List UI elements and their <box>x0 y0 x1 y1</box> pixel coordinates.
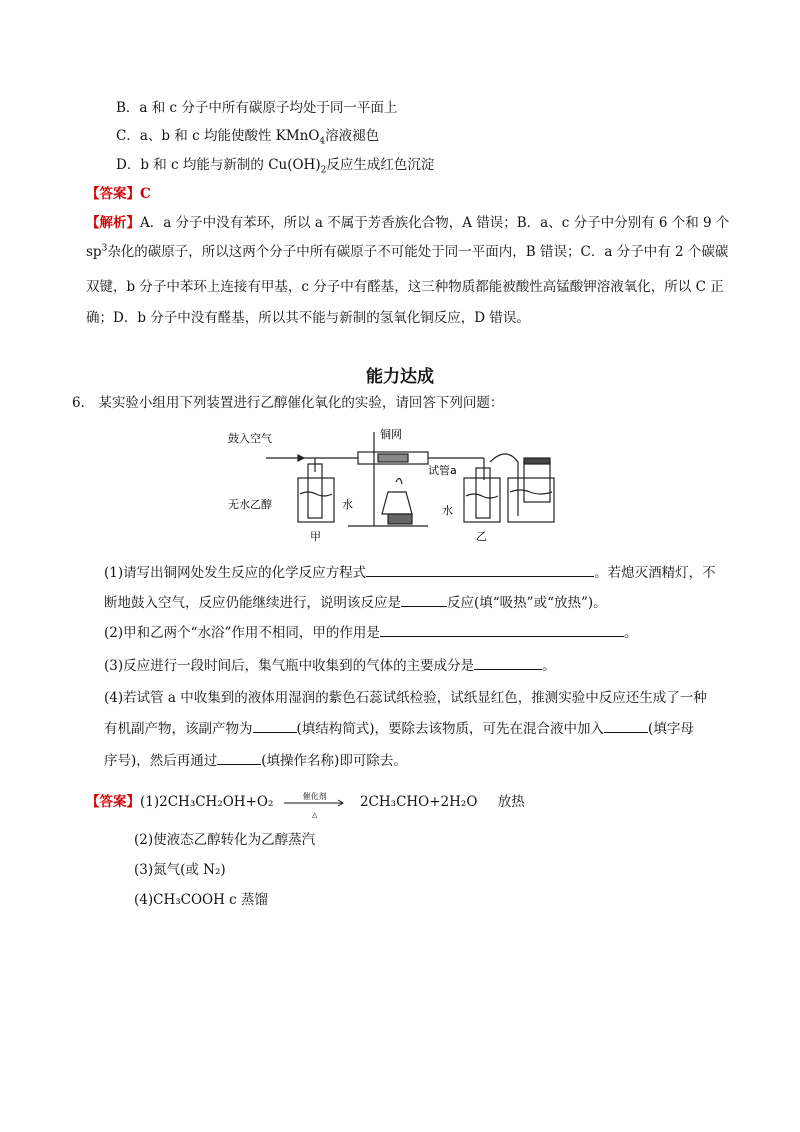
option-c: C．a、b 和 c 均能使酸性 KMnO$_4$溶液褪色 <box>116 128 380 147</box>
question-part-3: (3)反应进行一段时间后，集气瓶中收集到的气体的主要成分是 。 <box>104 655 556 676</box>
question-part-4c: 序号)，然后再通过 (填操作名称)即可除去。 <box>104 750 407 771</box>
analysis-line-1: 【解析】A．a 分子中没有苯环，所以 a 不属于芳香族化合物，A 错误；B．a、c 分子中分别有 6 个和 9 个 <box>86 215 730 231</box>
question-stem: 6． 某实验小组用下列装置进行乙醇催化氧化的实验，请回答下列问题： <box>72 395 504 411</box>
answer-2-equation: 【答案】(1)2CH₃CH₂OH+O₂ 催化剂 △ 2CH₃CHO+2H₂O 放热 <box>86 792 525 813</box>
answer-blank[interactable] <box>604 718 648 733</box>
label-ethanol: 无水乙醇 <box>228 498 272 511</box>
answer-2-part-4: (4)CH₃COOH c 蒸馏 <box>134 892 269 908</box>
section-title: 能力达成 <box>366 367 434 387</box>
label-air: 鼓入空气 <box>228 432 272 445</box>
label-water-2: 水 <box>442 504 453 517</box>
label-yi: 乙 <box>476 530 487 543</box>
answer-blank[interactable] <box>380 622 624 637</box>
analysis-line-3: 双键，b 分子中苯环上连接有甲基，c 分子中有醛基，这三种物质都能被酸性高锰酸钾溶液氧化，所以 C 正 <box>86 279 724 295</box>
answer-blank[interactable] <box>217 750 261 765</box>
question-part-2: (2)甲和乙两个“水浴”作用不相同，甲的作用是 。 <box>104 622 637 643</box>
label-tube-a: 试管a <box>428 464 457 477</box>
heat-label: △ <box>311 810 318 819</box>
option-d: D．b 和 c 均能与新制的 $Cu(OH)_2$反应生成红色沉淀 <box>116 157 435 176</box>
catalyst-label: 催化剂 <box>302 791 327 801</box>
answer-2-part-3: (3)氮气(或 N₂) <box>134 862 226 878</box>
question-part-4a: (4)若试管 a 中收集到的液体用湿润的紫色石蕊试纸检验，试纸显红色，推测实验中反应还生成了一种 <box>104 690 707 706</box>
answer-blank[interactable] <box>366 562 594 577</box>
answer-blank[interactable] <box>253 718 297 733</box>
answer-2-part-2: (2)使液态乙醇转化为乙醇蒸汽 <box>134 832 316 848</box>
apparatus-diagram <box>228 422 558 544</box>
label-water-1: 水 <box>342 498 353 511</box>
answer-blank[interactable] <box>474 655 542 670</box>
analysis-line-2: $sp^3$杂化的碳原子，所以这两个分子中所有碳原子不可能处于同一平面内，B 错误；C．a 分子中有 2 个碳碳 <box>86 243 729 260</box>
question-part-1a: (1)请写出铜网处发生反应的化学反应方程式 。若熄灭酒精灯，不 <box>104 562 716 583</box>
answer-blank[interactable] <box>401 592 447 607</box>
reaction-arrow <box>284 791 346 819</box>
option-b: B．a 和 c 分子中所有碳原子均处于同一平面上 <box>116 100 398 116</box>
label-jia: 甲 <box>310 530 321 543</box>
label-copper-mesh: 铜网 <box>380 428 402 441</box>
analysis-line-4: 确；D．b 分子中没有醛基，所以其不能与新制的氢氧化铜反应，D 错误。 <box>86 310 530 326</box>
question-part-1b: 断地鼓入空气，反应仍能继续进行，说明该反应是 反应(填“吸热”或“放热”)。 <box>104 592 607 613</box>
question-part-4b: 有机副产物，该副产物为 (填结构简式)，要除去该物质，可先在混合液中加入 (填字母 <box>104 718 694 739</box>
answer-1: 【答案】C <box>86 186 151 202</box>
